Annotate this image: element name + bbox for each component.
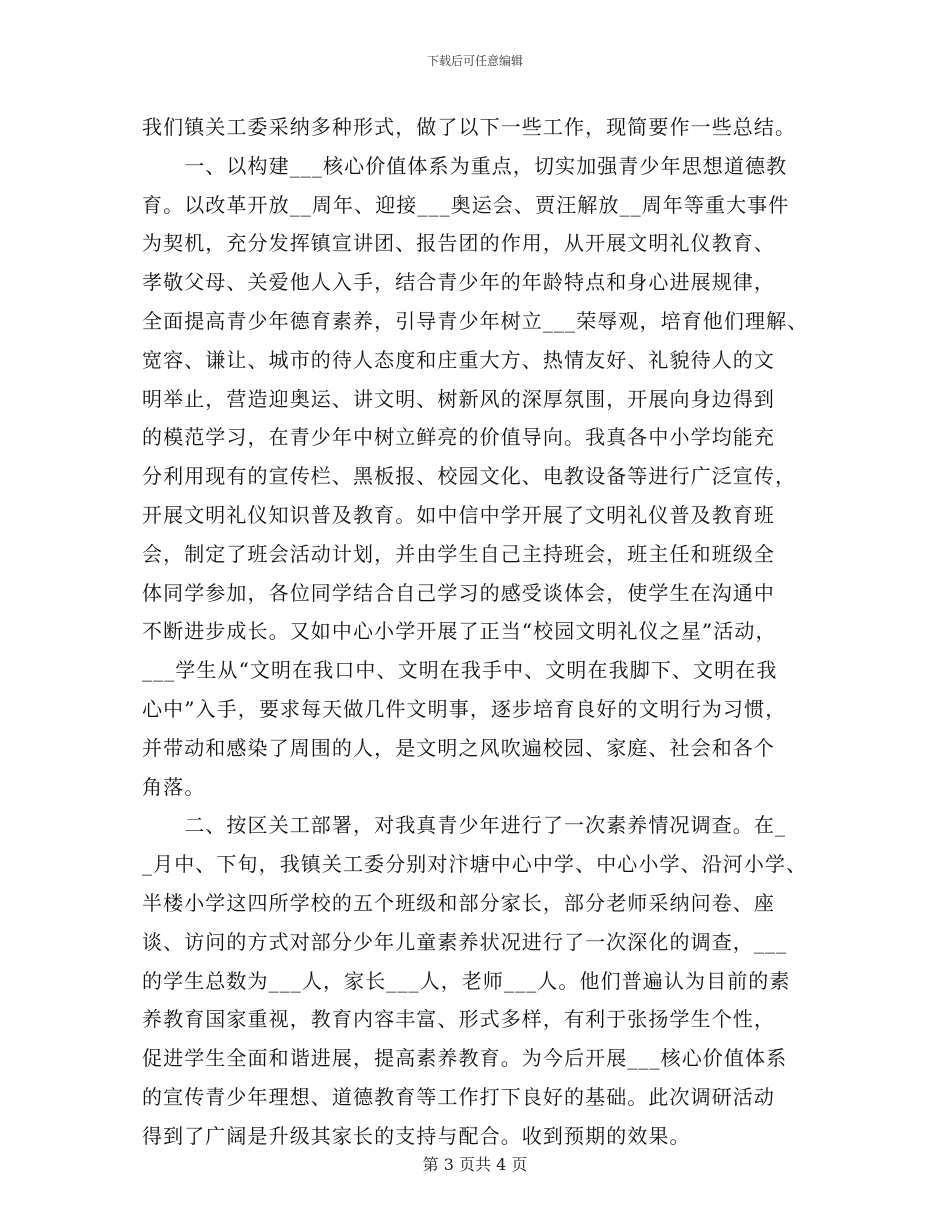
document-body [142, 108, 832, 1156]
text-line: 育。以改革开放__周年、迎接___奥运会、贾汪解放__周年等重大事件 [142, 192, 790, 217]
text-line: 得到了广阔是升级其家长的支持与配合。收到预期的效果。 [142, 1123, 691, 1148]
text-line: 一、以构建___核心价值体系为重点，切实加强青少年思想道德教 [142, 153, 788, 178]
text-line: 会，制定了班会活动计划，并由学生自己主持班会，班主任和班级全 [142, 541, 775, 566]
text-line: 的学生总数为___人，家长___人，老师___人。他们普遍认为目前的素 [142, 968, 791, 993]
text-line: 并带动和感染了周围的人，是文明之风吹遍校园、家庭、社会和各个 [142, 735, 775, 760]
text-line: 半楼小学这四所学校的五个班级和部分家长，部分老师采纳问卷、座 [142, 890, 775, 915]
text-line: 心中”入手，要求每天做几件文明事，逐步培育良好的文明行为习惯， [142, 696, 787, 721]
text-line: 为契机，充分发挥镇宣讲团、报告团的作用，从开展文明礼仪教育、 [142, 231, 775, 256]
text-line: ___学生从“文明在我口中、文明在我手中、文明在我脚下、文明在我 [142, 658, 778, 683]
text-line: 的宣传青少年理想、道德教育等工作打下良好的基础。此次调研活动 [142, 1084, 775, 1109]
page-header: 下载后可任意编辑 [426, 54, 523, 68]
page-number-footer: 第 3 页共 4 页 [422, 1155, 528, 1174]
text-line: 分利用现有的宣传栏、黑板报、校园文化、电教设备等进行广泛宣传， [142, 464, 797, 489]
text-line: 孝敬父母、关爱他人入手，结合青少年的年龄特点和身心进展规律， [142, 270, 775, 295]
text-line: 我们镇关工委采纳多种形式，做了以下一些工作，现简要作一些总结。 [142, 115, 797, 139]
text-line: _月中、下旬，我镇关工委分别对汴塘中心中学、中心小学、沿河小学、 [142, 852, 808, 877]
text-line: 二、按区关工部署，对我真青少年进行了一次素养情况调查。在_ [142, 813, 787, 838]
text-line: 宽容、谦让、城市的待人态度和庄重大方、热情友好、礼貌待人的文 [142, 347, 775, 372]
text-line: 的模范学习，在青少年中树立鲜亮的价值导向。我真各中小学均能充 [142, 425, 775, 450]
text-line: 不断进步成长。又如中心小学开展了正当“校园文明礼仪之星”活动， [142, 619, 777, 644]
text-line: 促进学生全面和谐进展，提高素养教育。为今后开展___核心价值体系 [142, 1046, 788, 1071]
text-line: 养教育国家重视，教育内容丰富、形式多样，有利于张扬学生个性， [142, 1007, 775, 1032]
text-line: 体同学参加，各位同学结合自己学习的感受谈体会，使学生在沟通中 [142, 580, 775, 605]
text-line: 开展文明礼仪知识普及教育。如中信中学开展了文明礼仪普及教育班 [142, 502, 775, 527]
text-line: 谈、访问的方式对部分少年儿童素养状况进行了一次深化的调查，___ [142, 929, 788, 954]
text-line: 明举止，营造迎奥运、讲文明、树新风的深厚氛围，开展向身边得到 [142, 386, 775, 411]
text-line: 角落。 [142, 774, 206, 799]
text-line: 全面提高青少年德育素养，引导青少年树立___荣辱观，培育他们理解、 [142, 308, 809, 333]
